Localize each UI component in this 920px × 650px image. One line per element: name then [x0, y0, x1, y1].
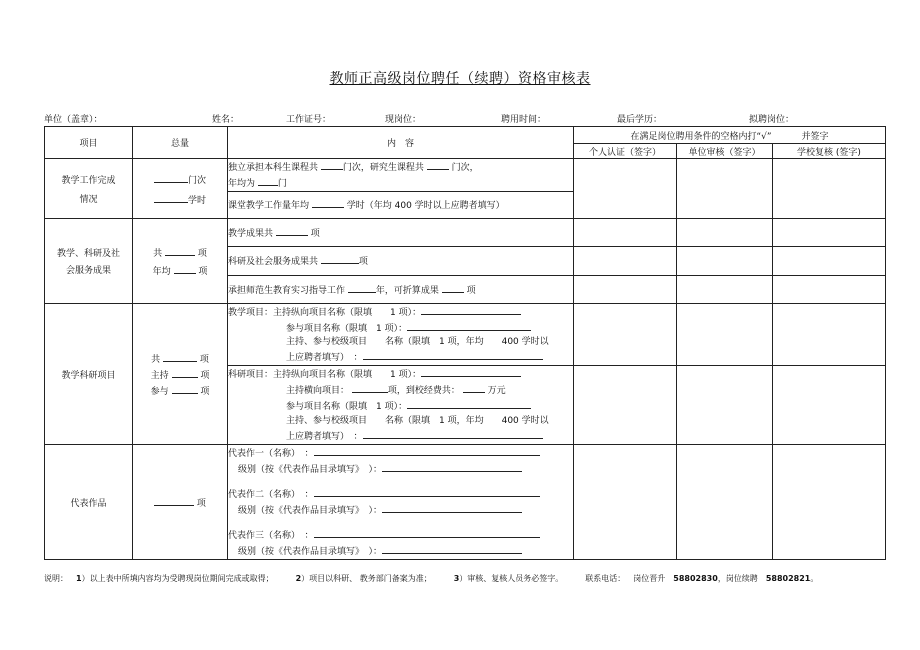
blank-field[interactable] [427, 159, 449, 170]
blank-field[interactable] [363, 349, 543, 360]
cell-unit-results-1[interactable] [677, 219, 773, 247]
work-id-label: 工作证号： [286, 115, 332, 125]
blank-field[interactable] [312, 197, 344, 208]
blank-field[interactable] [442, 282, 464, 293]
row-works-content: 代表作一（名称） ： 级别（按《代表作品目录填写》 ）： 代表作二（名称） ： 级别（按《代表作品目录填写》 ）： 代表作三（名称） ： 级别（按《代表作品目录填写》 ）： [228, 445, 574, 560]
col-header-personal: 个人认证（签字） [574, 144, 677, 159]
row-works-total: 项 [133, 445, 228, 560]
blank-field[interactable] [154, 495, 194, 506]
cell-unit-works[interactable] [677, 445, 773, 560]
blank-field[interactable] [382, 502, 522, 513]
cell-personal-projects-2[interactable] [574, 366, 677, 445]
col-header-item: 项目 [45, 127, 133, 159]
blank-field[interactable] [321, 159, 343, 170]
page-title: 教师正高级岗位聘任（续聘）资格审核表 [329, 71, 591, 87]
blank-field[interactable] [382, 543, 522, 554]
cell-personal-results-1[interactable] [574, 219, 677, 247]
hire-time-label: 聘用时间： [501, 115, 547, 125]
row-projects-teaching: 教学项目：主持纵向项目名称（限填 1 项）： 参与项目名称（限填 1 项）： 主持、参与校级项目 名称（限填 1 项，年均 400 学时以 上应聘者填写） ： [228, 304, 574, 366]
cell-unit-results-2[interactable] [677, 247, 773, 276]
blank-field[interactable] [172, 367, 198, 378]
row-projects-research: 科研项目：主持纵向项目名称（限填 1 项）： 主持横向项目： 项，到校经费共： 万元 参与项目名称（限填 1 项）： 主持、参与校级项目 名称（限填 1 项，年均 400 学时以 上应聘者填写） ： [228, 366, 574, 445]
footnote: 说明： 1）以上表中所填内容均为受聘现岗位期间完成或取得； 2）项目以科研、 教务部门备案为准； 3）审核、复核人员务必签字。 联系电话： 岗位晋升 58802830，岗位续聘 58802821。 [44, 574, 819, 583]
col-header-check-note: 在满足岗位聘用条件的空格内打“√” 并签字 [574, 127, 886, 144]
unit-label: 单位（盖章）： [44, 115, 103, 125]
row-projects-label: 教学科研项目 [45, 304, 133, 445]
col-header-unit-review: 单位审核（签字） [677, 144, 773, 159]
blank-field[interactable] [407, 320, 531, 331]
blank-field[interactable] [363, 428, 543, 439]
cell-personal-works[interactable] [574, 445, 677, 560]
blank-field[interactable] [314, 445, 540, 456]
row-teaching-label: 教学工作完成 情况 [45, 159, 133, 219]
blank-field[interactable] [163, 351, 197, 362]
blank-field[interactable] [172, 383, 198, 394]
row-results-content-1: 教学成果共 项 [228, 219, 574, 247]
row-teaching-content-2: 课堂教学工作量年均 学时（年均 400 学时以上应聘者填写） [228, 192, 574, 219]
blank-field[interactable] [382, 461, 522, 472]
blank-field[interactable] [421, 366, 521, 377]
current-post-label: 现岗位： [385, 115, 422, 125]
row-results-content-2: 科研及社会服务成果共 项 [228, 247, 574, 276]
blank-field[interactable] [154, 192, 188, 203]
blank-field[interactable] [314, 486, 540, 497]
row-works-label: 代表作品 [45, 445, 133, 560]
education-label: 最后学历： [617, 115, 663, 125]
blank-field[interactable] [348, 282, 376, 293]
cell-unit-projects-2[interactable] [677, 366, 773, 445]
row-teaching-content-1: 独立承担本科生课程共 门次，研究生课程共 门次， 年均为 门 [228, 159, 574, 192]
row-results-total: 共 项 年均 项 [133, 219, 228, 304]
blank-field[interactable] [407, 398, 531, 409]
col-header-total: 总量 [133, 127, 228, 159]
blank-field[interactable] [165, 245, 195, 256]
cell-school-projects-1[interactable] [773, 304, 886, 366]
blank-field[interactable] [421, 304, 521, 315]
row-results-label: 教学、科研及社 会服务成果 [45, 219, 133, 304]
cell-school-results-2[interactable] [773, 247, 886, 276]
cell-personal-results-3[interactable] [574, 276, 677, 304]
cell-personal-teaching[interactable] [574, 159, 677, 219]
cell-unit-projects-1[interactable] [677, 304, 773, 366]
review-table [44, 126, 886, 560]
name-label: 姓名： [212, 115, 240, 125]
cell-personal-results-2[interactable] [574, 247, 677, 276]
proposed-post-label: 拟聘岗位： [749, 115, 795, 125]
cell-personal-projects-1[interactable] [574, 304, 677, 366]
blank-field[interactable] [276, 225, 308, 236]
row-results-content-3: 承担师范生教育实习指导工作 年，可折算成果 项 [228, 276, 574, 304]
cell-school-results-3[interactable] [773, 276, 886, 304]
blank-field[interactable] [321, 253, 359, 264]
blank-field[interactable] [154, 172, 188, 183]
col-header-school-review: 学校复核 (签字) [773, 144, 886, 159]
cell-unit-results-3[interactable] [677, 276, 773, 304]
cell-school-works[interactable] [773, 445, 886, 560]
col-header-content: 内 容 [228, 127, 574, 159]
cell-school-results-1[interactable] [773, 219, 886, 247]
cell-school-projects-2[interactable] [773, 366, 886, 445]
blank-field[interactable] [463, 382, 485, 393]
blank-field[interactable] [258, 175, 278, 186]
row-teaching-total: 门次 学时 [133, 159, 228, 219]
blank-field[interactable] [314, 527, 540, 538]
row-projects-total: 共 项 主持 项 参与 项 [133, 304, 228, 445]
cell-school-teaching[interactable] [773, 159, 886, 219]
blank-field[interactable] [352, 382, 388, 393]
cell-unit-teaching[interactable] [677, 159, 773, 219]
blank-field[interactable] [174, 263, 196, 274]
